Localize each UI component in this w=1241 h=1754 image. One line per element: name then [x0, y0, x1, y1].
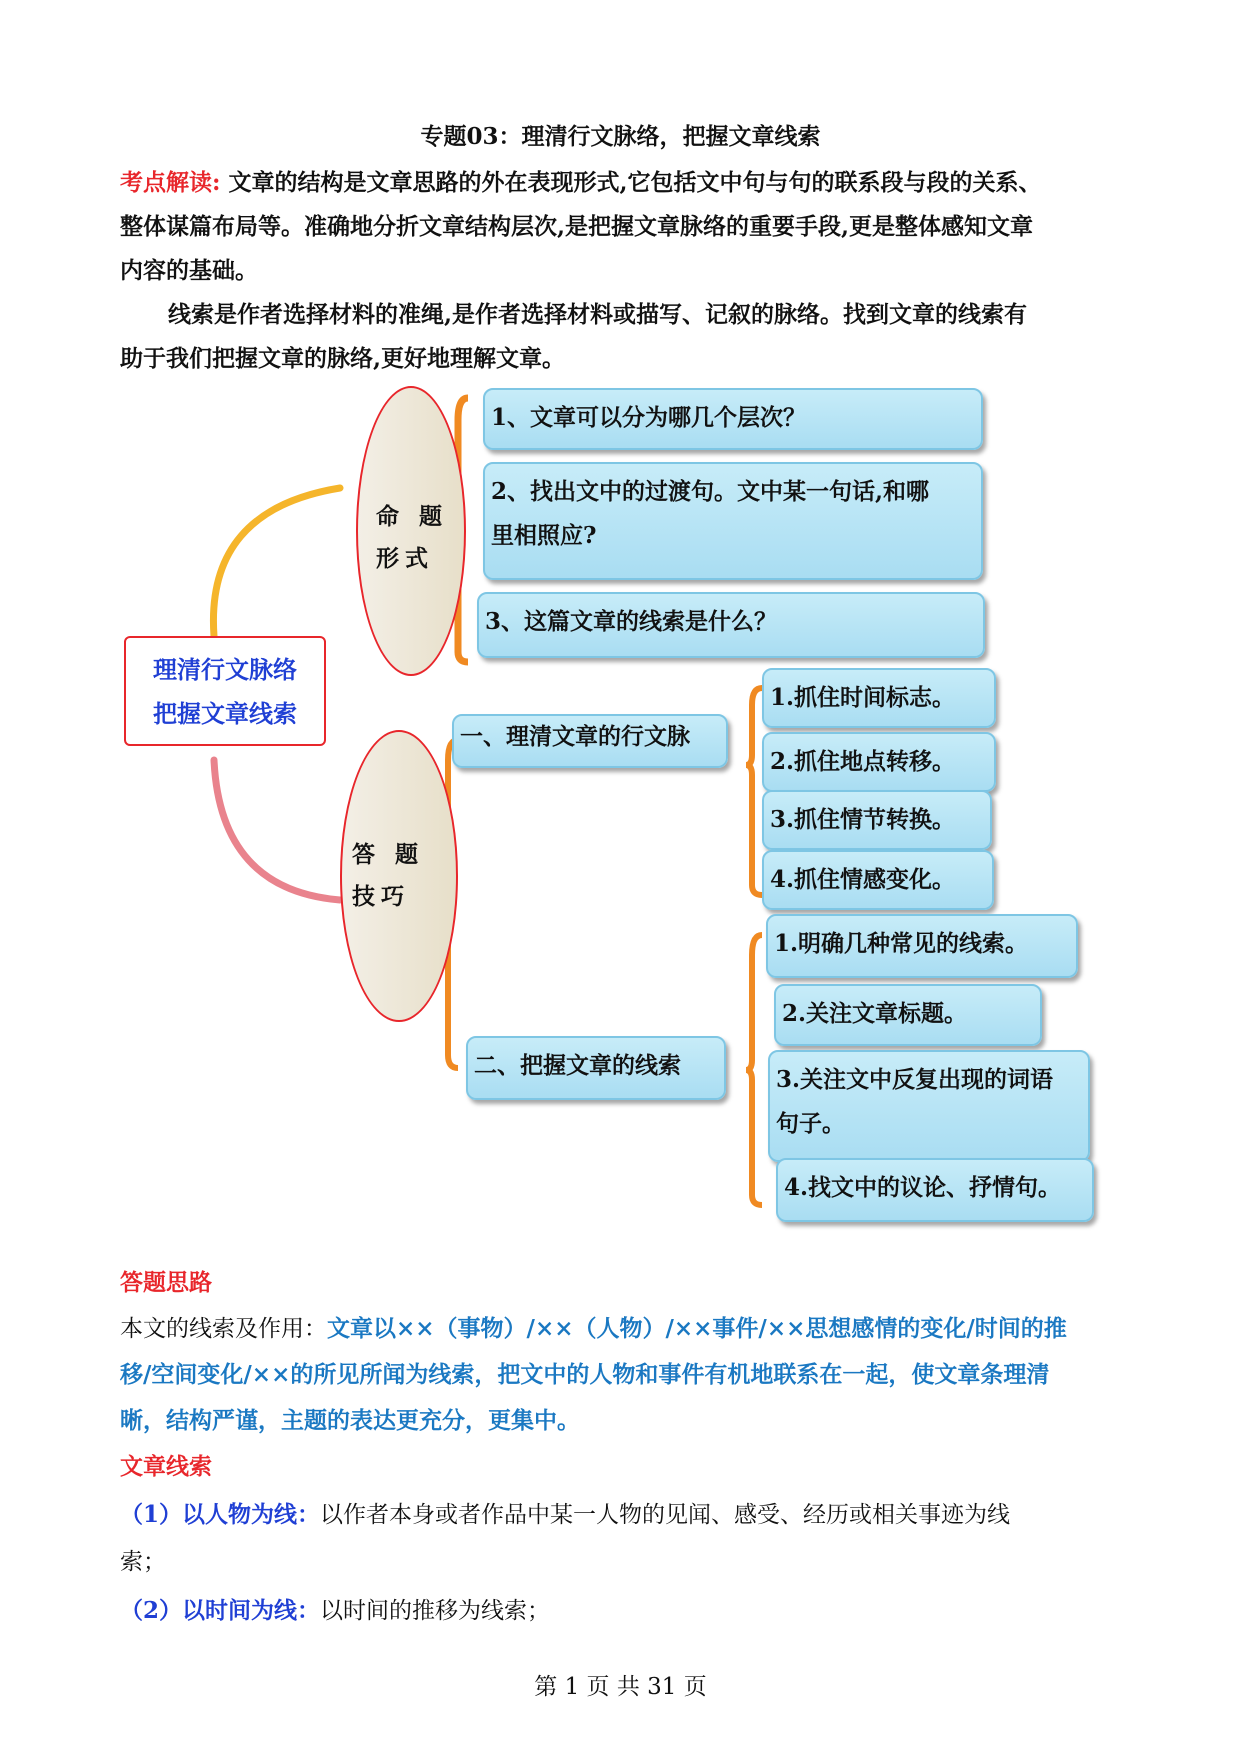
- root-line-2: 把握文章线索: [153, 699, 297, 728]
- answer-label: 本文的线索及作用：: [120, 1316, 327, 1342]
- answer-line-3: 晰，结构严谨，主题的表达更充分，更集中。: [120, 1407, 580, 1434]
- answer-heading: 答题思路: [120, 1269, 212, 1296]
- clue-item-2-text: 以时间的推移为线索；: [320, 1598, 551, 1624]
- intro-line-4: 线索是作者选择材料的准绳,是作者选择材料或描写、记叙的脉络。找到文章的线索有: [168, 301, 1028, 328]
- tip-box-2-2: 2.关注文章标题。: [774, 984, 1042, 1046]
- intro-line-3: 内容的基础。: [120, 257, 258, 284]
- clues-heading: 文章线索: [120, 1453, 212, 1480]
- tip-box-1-3: 3.抓住情节转换。: [762, 790, 992, 850]
- page-footer: 第 1 页 共 31 页: [534, 1674, 707, 1700]
- tip-box-1-4: 4.抓住情感变化。: [762, 850, 994, 910]
- clue-item-1: [120, 1492, 1130, 1538]
- tip-box-2-4: 4.找文中的议论、抒情句。: [776, 1158, 1094, 1222]
- clue-item-2: [120, 1588, 1130, 1634]
- mindmap-root: [124, 636, 326, 746]
- answer-line-1: [120, 1306, 1130, 1352]
- page-title: 专题03：理清行文脉络，把握文章线索: [420, 123, 821, 150]
- technique-box-2: 二、把握文章的线索: [466, 1036, 726, 1100]
- intro-line-2: 整体谋篇布局等。准确地分折文章结构层次,是把握文章脉络的重要手段,更是整体感知文章: [120, 213, 1034, 240]
- answer-line-2: 移/空间变化/××的所见所闻为线索，把文中的人物和事件有机地联系在一起，使文章条理清: [120, 1361, 1050, 1388]
- clue-item-1-cont: 索；: [120, 1549, 166, 1575]
- technique-box-1: 一、理清文章的行文脉: [452, 714, 728, 768]
- question-box-1: 1、文章可以分为哪几个层次？: [483, 388, 983, 450]
- clue-item-1-text: 以作者本身或者作品中某一人物的见闻、感受、经历或相关事迹为线: [320, 1502, 1011, 1528]
- clue-item-2-label: （2）以时间为线：: [120, 1597, 321, 1624]
- tip-box-2-3: 3.关注文中反复出现的词语 句子。: [768, 1050, 1090, 1162]
- tip-box-1-1: 1.抓住时间标志。: [762, 668, 996, 728]
- question-box-3: 3、这篇文章的线索是什么？: [477, 592, 985, 658]
- branch-label-answer-skills: 答 题 技巧: [352, 841, 425, 910]
- answer-text-1: 文章以××（事物）/××（人物）/××事件/××思想感情的变化/时间的推: [327, 1315, 1067, 1342]
- branch-label-question-forms: 命 题 形式: [376, 503, 449, 572]
- intro-line-5: 助于我们把握文章的脉络,更好地理解文章。: [120, 345, 566, 372]
- clue-item-1-label: （1）以人物为线：: [120, 1501, 321, 1528]
- tip-box-2-1: 1.明确几种常见的线索。: [766, 914, 1078, 978]
- intro-text-1: 文章的结构是文章思路的外在表现形式,它包括文中句与句的联系段与段的关系、: [228, 169, 1042, 196]
- question-box-2: 2、找出文中的过渡句。文中某一句话,和哪 里相照应?: [483, 462, 983, 580]
- intro-label: 考点解读:: [120, 169, 221, 196]
- tip-box-1-2: 2.抓住地点转移。: [762, 732, 996, 792]
- root-line-1: 理清行文脉络: [153, 655, 297, 684]
